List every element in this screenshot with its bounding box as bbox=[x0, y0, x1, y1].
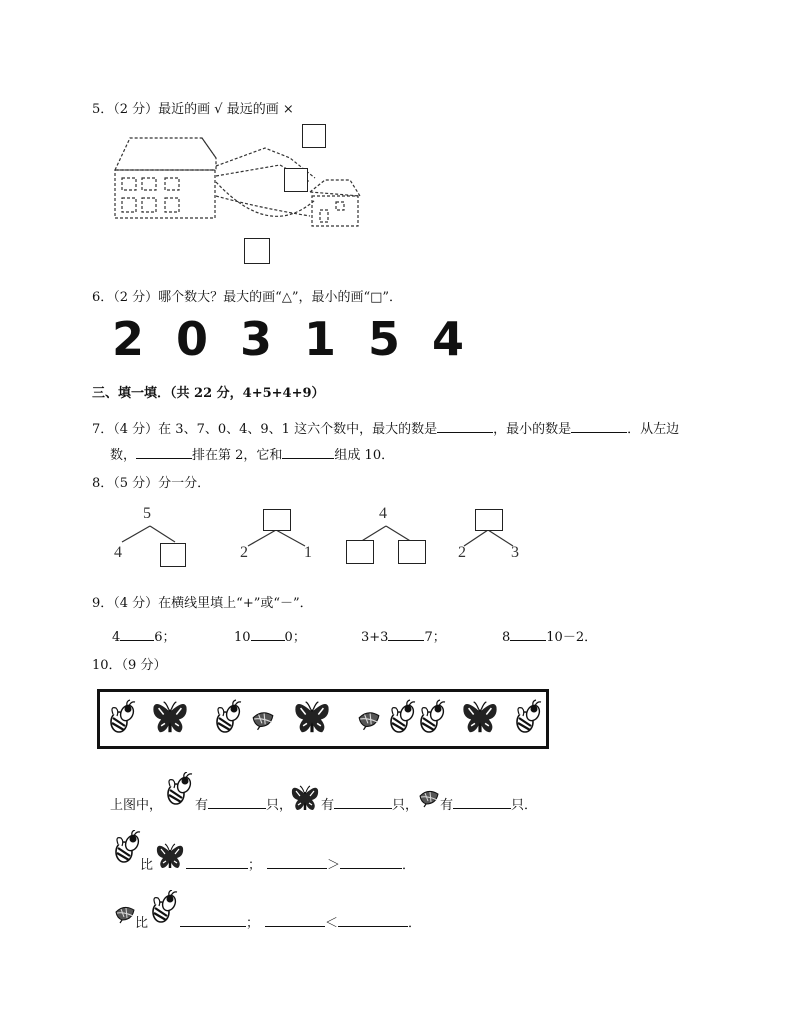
tree2-left: 2 bbox=[240, 544, 248, 561]
q10-unit-3: 只． bbox=[511, 798, 538, 813]
digit-2: 0 bbox=[176, 312, 209, 366]
q9-item-4 bbox=[502, 626, 597, 645]
leaf-icon bbox=[359, 713, 379, 730]
q9-item-2-b: 0； bbox=[284, 630, 306, 645]
leaf-icon bbox=[114, 904, 136, 924]
q9-blank-1[interactable] bbox=[120, 628, 154, 641]
q9-item-1 bbox=[112, 626, 176, 645]
q7-line2-a: 数， bbox=[110, 448, 137, 463]
digit-4: 1 bbox=[304, 312, 337, 366]
bee-icon bbox=[149, 890, 179, 924]
tree1-top: 5 bbox=[143, 505, 151, 522]
q9-item-1-a: 4 bbox=[112, 630, 121, 645]
q7-line2-b: 排在第 2，它和 bbox=[192, 448, 283, 463]
q10-have-1: 有 bbox=[195, 798, 209, 813]
q9-item-3-b: 7； bbox=[424, 630, 446, 645]
answer-box-bottom[interactable] bbox=[244, 238, 270, 264]
q10-line2-text bbox=[186, 854, 415, 873]
q10-blank-butterfly[interactable] bbox=[334, 796, 392, 809]
q9-item-4-a: 8 bbox=[502, 630, 511, 645]
q10-semicolon-1: ； bbox=[248, 858, 262, 873]
bee-icon bbox=[112, 830, 142, 864]
q10-picture-row bbox=[99, 691, 549, 747]
bee-icon bbox=[111, 700, 136, 732]
q9-text: 9．（4 分）在横线里填上“+”或“－”． bbox=[92, 596, 313, 611]
q9-item-2-a: 10 bbox=[234, 630, 251, 645]
q7-line1 bbox=[92, 418, 679, 437]
q10-text: 10．（9 分） bbox=[92, 658, 167, 673]
q9-item-2 bbox=[234, 626, 306, 645]
blank-max[interactable] bbox=[437, 420, 493, 433]
q10-blank-line2-a[interactable] bbox=[186, 856, 248, 869]
butterfly-icon bbox=[155, 842, 185, 870]
butterfly-icon bbox=[153, 702, 186, 732]
tree2-top-box[interactable] bbox=[263, 509, 291, 531]
q9-item-4-b: 10－2． bbox=[546, 630, 598, 645]
q10-blank-line3-b[interactable] bbox=[265, 914, 325, 927]
tree2-right: 1 bbox=[304, 544, 312, 561]
q6-text: 6．（2 分）哪个数大？最大的画“△”，最小的画“□”． bbox=[92, 290, 403, 305]
q10-blank-line3-a[interactable] bbox=[180, 914, 246, 927]
q8-text: 8．（5 分）分一分． bbox=[92, 476, 211, 491]
q7-line1-c: ．从左边 bbox=[627, 422, 680, 437]
q9-blank-4[interactable] bbox=[510, 628, 546, 641]
tree3-right-box[interactable] bbox=[398, 540, 426, 564]
q10-line1-text bbox=[195, 794, 292, 813]
q10-blank-line2-c[interactable] bbox=[340, 856, 402, 869]
bee-icon bbox=[421, 700, 446, 732]
q10-unit-2: 只， bbox=[392, 798, 419, 813]
q7-line1-a: 7．（4 分）在 3、7、0、4、9、1 这六个数中，最大的数是 bbox=[92, 422, 438, 437]
q10-line1-text-2 bbox=[321, 794, 418, 813]
q10-blank-line2-b[interactable] bbox=[267, 856, 327, 869]
bee-icon bbox=[217, 700, 242, 732]
answer-box-top-right[interactable] bbox=[302, 124, 326, 148]
digit-6: 4 bbox=[432, 312, 465, 366]
answer-box-middle[interactable] bbox=[284, 168, 308, 192]
leaf-icon bbox=[418, 788, 440, 808]
tree3-top: 4 bbox=[379, 505, 387, 522]
bee-icon bbox=[517, 700, 542, 732]
bee-icon bbox=[164, 772, 194, 806]
q10-bi-2: 比 bbox=[135, 916, 149, 931]
q10-have-2: 有 bbox=[321, 798, 335, 813]
butterfly-icon bbox=[290, 784, 320, 812]
section-title: 三、填一填．（共 22 分，4+5+4+9） bbox=[92, 386, 325, 401]
q10-bi-1: 比 bbox=[140, 858, 154, 873]
houses-illustration bbox=[110, 120, 370, 270]
q10-blank-leaf[interactable] bbox=[453, 796, 511, 809]
q10-line3-text bbox=[180, 912, 421, 931]
q10-blank-bee[interactable] bbox=[208, 796, 266, 809]
q9-item-1-b: 6； bbox=[154, 630, 176, 645]
tree4-right: 3 bbox=[511, 544, 519, 561]
q10-have-3: 有 bbox=[440, 798, 454, 813]
tree4-left: 2 bbox=[458, 544, 466, 561]
q7-line2-c: 组成 10． bbox=[334, 448, 395, 463]
butterfly-icon bbox=[295, 702, 328, 732]
q10-blank-line3-c[interactable] bbox=[338, 914, 408, 927]
tree1-left: 4 bbox=[114, 544, 122, 561]
butterfly-icon bbox=[463, 702, 496, 732]
q10-line1-prefix: 上图中， bbox=[110, 798, 163, 813]
q9-blank-3[interactable] bbox=[388, 628, 424, 641]
q9-item-3 bbox=[361, 626, 446, 645]
q10-period-2: ． bbox=[408, 916, 422, 931]
blank-pair[interactable] bbox=[282, 446, 334, 459]
tree1-right-box[interactable] bbox=[160, 543, 186, 567]
digit-3: 3 bbox=[240, 312, 273, 366]
digit-5: 5 bbox=[368, 312, 401, 366]
tree3-left-box[interactable] bbox=[346, 540, 374, 564]
q10-unit-1: 只， bbox=[266, 798, 293, 813]
q10-lt: ＜ bbox=[325, 916, 339, 931]
q5-text: 5．（2 分）最近的画 √ 最远的画 × bbox=[92, 102, 294, 117]
blank-min[interactable] bbox=[571, 420, 627, 433]
q7-line2 bbox=[110, 444, 394, 463]
leaf-icon bbox=[253, 713, 273, 730]
bee-icon bbox=[391, 700, 416, 732]
q9-blank-2[interactable] bbox=[251, 628, 285, 641]
q9-item-3-a: 3+3 bbox=[361, 630, 389, 645]
q10-semicolon-2: ； bbox=[246, 916, 260, 931]
blank-second[interactable] bbox=[136, 446, 192, 459]
q10-line1-text-3 bbox=[440, 794, 537, 813]
tree4-top-box[interactable] bbox=[475, 509, 503, 531]
q10-period-1: ． bbox=[402, 858, 416, 873]
q7-line1-b: ，最小的数是 bbox=[493, 422, 572, 437]
q10-gt: ＞ bbox=[327, 858, 341, 873]
digit-1: 2 bbox=[112, 312, 145, 366]
